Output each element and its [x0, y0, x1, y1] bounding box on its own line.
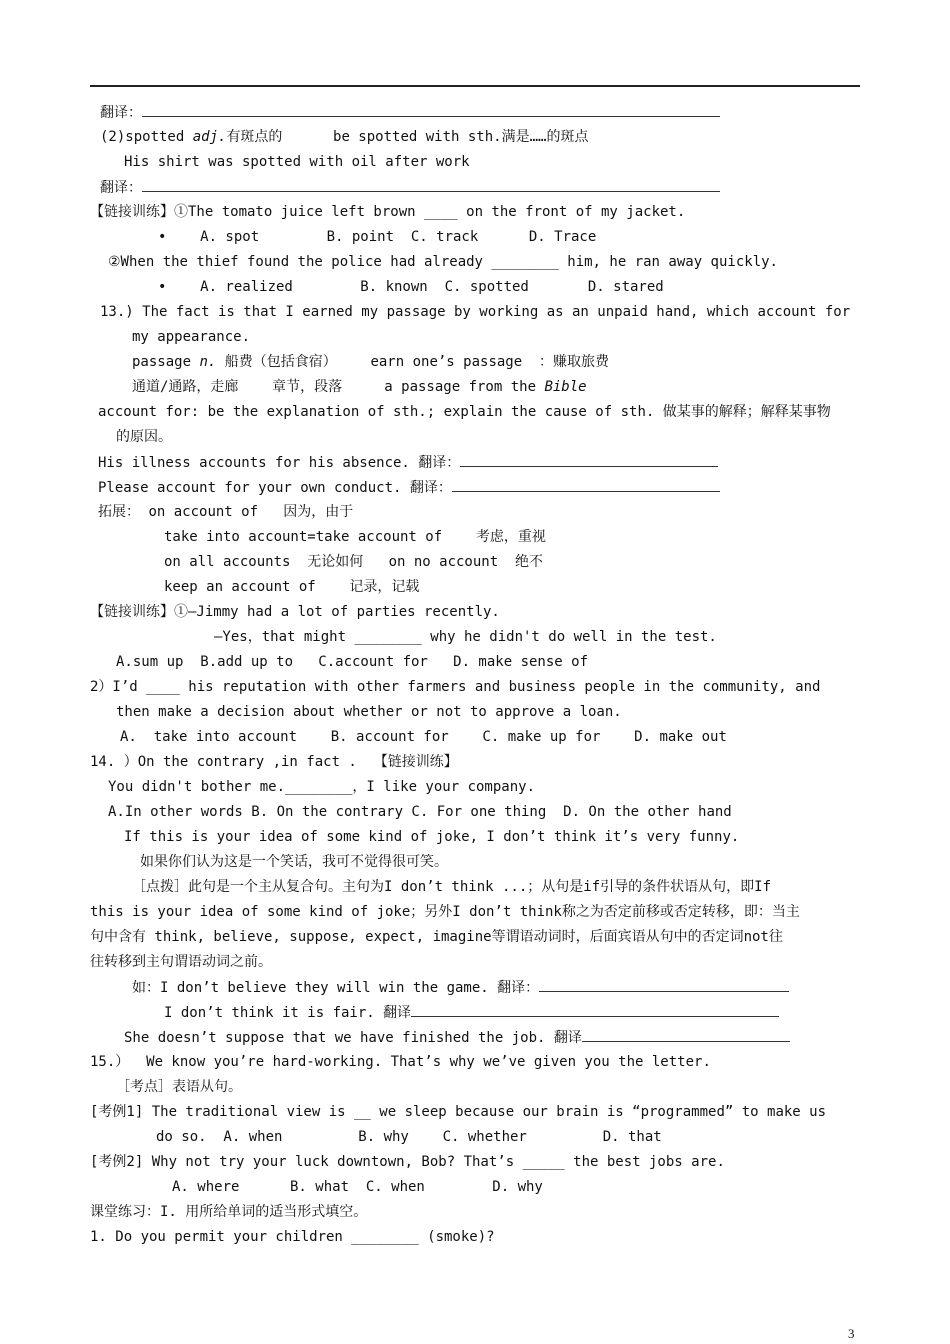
- drill-13-question-2: 2）I’d ____ his reputation with other farmers and business people in the community, and: [90, 679, 821, 695]
- answer-blank: [539, 977, 789, 992]
- drill-question-2: ②When the thief found the police had already ________ him, he ran away quickly.: [108, 254, 778, 270]
- practice-question-1: 1. Do you permit your children ________ (smoke)?: [90, 1229, 495, 1245]
- section-14-example: If this is your idea of some kind of joke, I don’t think it’s very funny.: [124, 829, 740, 845]
- passage-meaning-1: passage n. 船费（包括食宿） earn one’s passage ：赚取旅费: [132, 354, 610, 370]
- example-1-options: do so. A. when B. why C. whether D. that: [156, 1129, 662, 1145]
- answer-blank: [582, 1027, 790, 1042]
- spotted-definition: (2)spotted adj.有斑点的 be spotted with sth.满是……的斑点: [100, 129, 589, 145]
- section-13-heading: 13.) The fact is that I earned my passage by working as an unpaid hand, which account for: [100, 304, 851, 320]
- drill-13-options-2: A. take into account B. account for C. make up for D. make out: [120, 729, 727, 745]
- extension-3: on all accounts 无论如何 on no account 绝不: [164, 554, 544, 570]
- tip-line-3: 句中含有 think, believe, suppose, expect, imagine等谓语动词时，后面宾语从句中的否定词not往: [90, 929, 783, 945]
- example-1-question: [考例1] The traditional view is __ we sleep because our brain is “programmed” to make us: [90, 1104, 827, 1120]
- drill-question-1: 【链接训练】①The tomato juice left brown ____ on the front of my jacket.: [90, 204, 686, 220]
- section-14-question: You didn't bother me.________，I like your company.: [108, 779, 536, 795]
- section-14-heading: 14. ）On the contrary ,in fact . 【链接训练】: [90, 754, 458, 770]
- section-13-heading-cont: my appearance.: [132, 329, 251, 345]
- page-number: 3: [848, 1326, 855, 1341]
- section-15-point: ［考点］表语从句。: [116, 1079, 242, 1095]
- account-for-definition: account for: be the explanation of sth.; explain the cause of sth. 做某事的解释；解释某事物: [98, 404, 831, 420]
- answer-blank: [142, 177, 720, 192]
- spotted-example: His shirt was spotted with oil after work: [124, 154, 470, 170]
- example-translate-5: She doesn’t suppose that we have finished the job. 翻译: [124, 1027, 790, 1048]
- answer-blank: [452, 477, 720, 492]
- example-2-question: [考例2] Why not try your luck downtown, Bob? That’s _____ the best jobs are.: [90, 1154, 725, 1170]
- tip-line-2: this is your idea of some kind of joke；另外I don’t think称之为否定前移或否定转移，即：当主: [90, 904, 800, 920]
- drill-options-1: • A. spot B. point C. track D. Trace: [158, 229, 597, 245]
- extension-2: take into account=take account of 考虑，重视: [164, 529, 546, 545]
- answer-blank: [142, 102, 720, 117]
- passage-meaning-2: 通道/通路，走廊 章节，段落 a passage from the Bible: [132, 379, 587, 395]
- practice-heading: 课堂练习：I. 用所给单词的适当形式填空。: [90, 1204, 368, 1220]
- extension-4: keep an account of 记录，记载: [164, 579, 420, 595]
- drill-13-question-2-cont: then make a decision about whether or not to approve a loan.: [116, 704, 622, 720]
- account-for-definition-cont: 的原因。: [116, 429, 172, 445]
- tip-line-1: ［点拨］此句是一个主从复合句。主句为I don’t think ...；从句是if引导的条件状语从句，即If: [132, 879, 772, 895]
- section-14-options: A.In other words B. On the contrary C. For one thing D. On the other hand: [108, 804, 732, 820]
- drill-13-options: A.sum up B.add up to C.account for D. make sense of: [116, 654, 589, 670]
- drill-options-2: • A. realized B. known C. spotted D. stared: [158, 279, 664, 295]
- header-rule: [90, 85, 860, 87]
- example-translate-4: I don’t think it is fair. 翻译: [164, 1002, 779, 1023]
- answer-blank: [460, 452, 718, 467]
- example-translate-3: 如：I don’t believe they will win the game. 翻译：: [132, 977, 789, 998]
- example-translate-1: His illness accounts for his absence. 翻译：: [98, 452, 718, 473]
- section-15-heading: 15.） We know you’re hard-working. That’s why we’ve given you the letter.: [90, 1054, 711, 1070]
- translate-line: 翻译：: [100, 177, 720, 198]
- tip-line-4: 往转移到主句谓语动词之前。: [90, 954, 272, 970]
- drill-13-reply: —Yes，that might ________ why he didn't do well in the test.: [214, 629, 717, 645]
- extension-1: 拓展： on account of 因为，由于: [98, 504, 354, 520]
- section-14-example-cn: 如果你们认为这是一个笑话，我可不觉得很可笑。: [140, 854, 448, 870]
- example-translate-2: Please account for your own conduct. 翻译：: [98, 477, 720, 498]
- answer-blank: [411, 1002, 779, 1017]
- example-2-options: A. where B. what C. when D. why: [172, 1179, 543, 1195]
- translate-line: 翻译：: [100, 102, 720, 123]
- drill-13-question: 【链接训练】①—Jimmy had a lot of parties recently.: [90, 604, 500, 620]
